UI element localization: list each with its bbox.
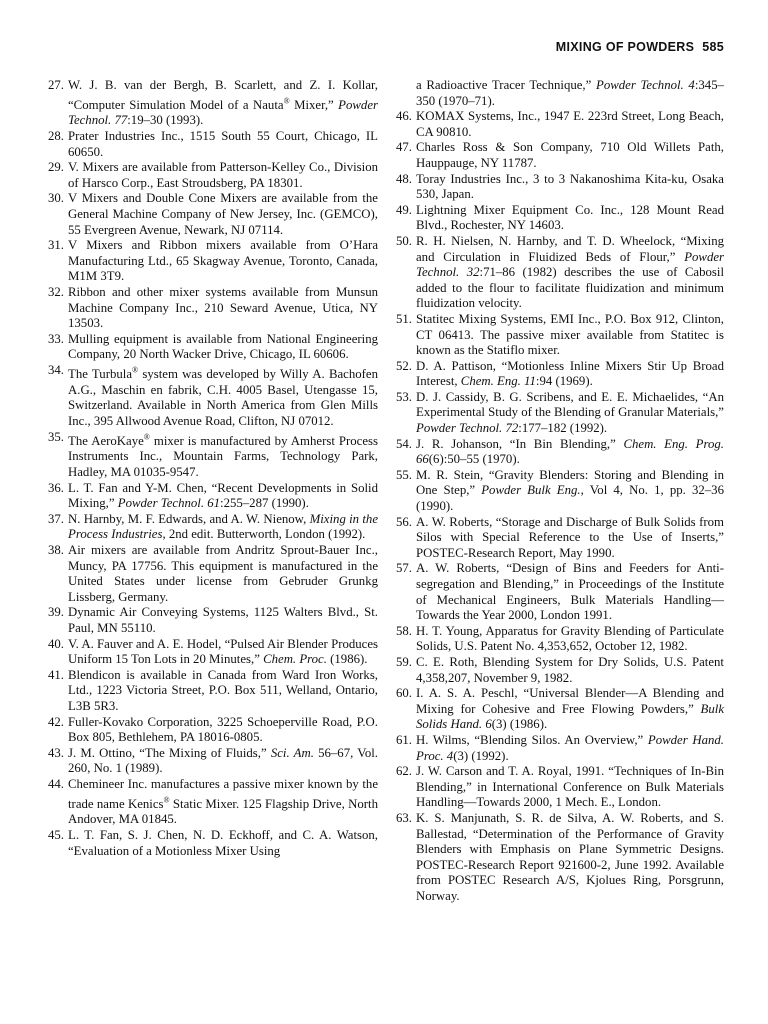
registered-mark: ® (163, 795, 170, 805)
references-left-column (42, 78, 378, 859)
reference-text (68, 746, 378, 776)
registered-mark: ® (132, 365, 139, 375)
reference-number: 36. (48, 480, 64, 495)
reference-item (42, 238, 378, 285)
reference-item (390, 468, 724, 515)
reference-text (68, 668, 378, 713)
citation-text: Dynamic Air Conveying Systems, 1125 Walters Blvd., St. Paul, MN 55110. (68, 605, 378, 635)
reference-number: 56. (396, 514, 412, 529)
reference-text (416, 468, 724, 513)
citation-text: , 2nd edit. Butterworth, London (1992). (162, 527, 366, 542)
reference-item (42, 828, 378, 859)
citation-text: (6):50–55 (1970). (428, 452, 520, 467)
reference-number: 40. (48, 636, 64, 651)
reference-text (68, 238, 378, 283)
reference-item (390, 561, 724, 623)
reference-number: 50. (396, 233, 412, 248)
citation-text: (3) (1986). (491, 717, 548, 732)
reference-number: 38. (48, 543, 64, 558)
citation-text: , Vol 4, No. 1, pp. 32–36 (1990). (416, 483, 724, 514)
citation-text: :255–287 (1990). (220, 496, 309, 511)
citation-italic: Mixing in the Process Industries (68, 511, 379, 542)
reference-text (416, 359, 724, 389)
reference-item (390, 515, 724, 562)
reference-item (42, 363, 378, 430)
reference-item (390, 203, 724, 234)
reference-number: 45. (48, 827, 64, 842)
reference-text (416, 437, 724, 467)
citation-text: V Mixers and Ribbon mixers available from O’Hara Manufacturing Ltd., 65 Skagway Avenue, Toronto, Canada, M1M 3T9. (68, 238, 378, 284)
citation-text: M. R. Stein, “Gravity Blenders: Storing and Blending in One Step,” (416, 467, 724, 498)
reference-number: 33. (48, 331, 64, 346)
registered-mark: ® (143, 432, 150, 442)
citation-text: Static Mixer. 125 Flagship Drive, North Andover, MA 01845. (68, 796, 378, 827)
reference-number: 35. (48, 429, 64, 444)
reference-text (68, 129, 378, 159)
reference-text (68, 367, 378, 428)
citation-text: a Radioactive Tracer Technique,” (416, 78, 596, 92)
reference-number: 32. (48, 284, 64, 299)
citation-text: A. W. Roberts, “Storage and Discharge of Bulk Solids from Silos with Special Reference to the Use of Inserts,” POSTEC-Research Report, May 1990. (416, 514, 724, 560)
citation-text: (3) (1992). (453, 748, 509, 763)
reference-text (68, 285, 378, 330)
reference-number: 59. (396, 654, 412, 669)
citation-text: system was developed by Willy A. Bachofen A.G., Maschin en fabrik, C.H. 4005 Basel, Utengasse 15, Switzerland. Available in North America from Glen Mills Inc., 395 Allwood Avenue Road, Clifton, NJ 07012. (68, 367, 378, 428)
reference-text (416, 811, 724, 903)
reference-number: 58. (396, 623, 412, 638)
citation-text: V. A. Fauver and A. E. Hodel, “Pulsed Air Blender Produces Uniform 15 Ton Lots in 20 Minutes,” (68, 636, 378, 667)
reference-item (42, 332, 378, 363)
reference-item (42, 285, 378, 332)
citation-italic: Powder Technol. 77 (68, 97, 378, 128)
citation-text: Statitec Mixing Systems, EMI Inc., P.O. Box 912, Clinton, CT 06413. The passive mixer available from Statitec is known as the Statiflo mixer. (416, 311, 724, 358)
reference-number: 41. (48, 667, 64, 682)
reference-text (416, 764, 724, 809)
chapter-title: MIXING OF POWDERS (555, 40, 695, 54)
reference-text (68, 637, 378, 667)
reference-item (390, 686, 724, 733)
citation-text: D. J. Cassidy, B. G. Scribens, and E. E. Michaelides, “An Experimental Study of the Blending of Granular Materials,” (416, 389, 724, 420)
citation-text: L. T. Fan and Y-M. Chen, “Recent Developments in Solid Mixing,” (68, 480, 378, 511)
page-number: 585 (702, 40, 724, 54)
reference-item (390, 172, 724, 203)
citation-text: Fuller-Kovako Corporation, 3225 Schoeperville Road, P.O. Box 805, Bethlehem, PA 18016-0805. (68, 714, 378, 745)
citation-text: Blendicon is available in Canada from Ward Iron Works, Ltd., 1223 Victoria Street, P.O. Box 511, Welland, Ontario, L3B 5R3. (68, 667, 378, 713)
reference-number: 30. (48, 191, 64, 206)
reference-text (416, 234, 724, 310)
reference-number: 34. (48, 362, 64, 377)
reference-text (68, 160, 378, 190)
reference-text (68, 543, 378, 604)
reference-item (42, 637, 378, 668)
citation-text: J. W. Carson and T. A. Royal, 1991. “Techniques of In-Bin Blending,” in International Conference on Bulk Materials Handling—Towards 2000, 1 Mech. E., London. (416, 764, 724, 810)
citation-text: J. R. Johanson, “In Bin Blending,” (416, 436, 624, 451)
reference-text (68, 777, 378, 826)
reference-number: 46. (396, 109, 412, 124)
reference-item (390, 359, 724, 390)
reference-text (416, 390, 724, 435)
citation-text: mixer is manufactured by Amherst Process Instruments Inc., Mountain Farms, Technology Park, Hadley, MA 01035-9547. (68, 433, 378, 480)
citation-italic: Bulk Solids Hand. 6 (416, 701, 724, 732)
reference-text (68, 828, 378, 858)
citation-text: :177–182 (1992). (518, 421, 608, 436)
reference-text (68, 512, 378, 542)
citation-text: Lightning Mixer Equipment Co. Inc., 128 Mount Read Blvd., Rochester, NY 14603. (416, 202, 724, 233)
reference-text (68, 78, 378, 127)
reference-text (416, 561, 724, 622)
reference-item (390, 624, 724, 655)
registered-mark: ® (283, 96, 290, 106)
reference-number: 62. (396, 764, 412, 779)
citation-italic: Chem. Eng. Prog. 66 (416, 436, 724, 467)
reference-item (390, 234, 724, 312)
reference-text (68, 481, 378, 511)
reference-item (42, 543, 378, 605)
reference-number: 43. (48, 745, 64, 760)
citation-text: Prater Industries Inc., 1515 South 55 Court, Chicago, IL 60650. (68, 129, 378, 159)
reference-item (390, 437, 724, 468)
citation-text: D. A. Pattison, “Motionless Inline Mixers Stir Up Broad Interest, (416, 358, 724, 389)
reference-item (42, 512, 378, 543)
reference-item (42, 481, 378, 512)
reference-item (390, 811, 724, 905)
reference-number: 63. (396, 810, 412, 825)
citation-text: H. T. Young, Apparatus for Gravity Blending of Particulate Solids, U.S. Patent No. 4,353,652, October 12, 1982. (416, 623, 724, 654)
reference-number: 31. (48, 238, 64, 253)
reference-item (42, 160, 378, 191)
reference-number: 49. (396, 202, 412, 217)
reference-number: 37. (48, 511, 64, 526)
citation-text: 56–67, Vol. 260, No. 1 (1989). (68, 745, 379, 776)
reference-number: 51. (396, 311, 412, 326)
citation-text: R. H. Nielsen, N. Harnby, and T. D. Wheelock, “Mixing and Circulation in Fluidized Beds of Flour,” (416, 233, 724, 264)
reference-number: 57. (396, 561, 412, 576)
reference-item (390, 655, 724, 686)
reference-number: 60. (396, 686, 412, 701)
reference-item (42, 605, 378, 636)
reference-text (416, 655, 724, 685)
reference-number: 48. (396, 171, 412, 186)
references-right-column (390, 78, 724, 904)
citation-text: The AeroKaye (68, 433, 144, 448)
reference-number: 54. (396, 436, 412, 451)
citation-text: H. Wilms, “Blending Silos. An Overview,” (416, 732, 648, 747)
citation-text: C. E. Roth, Blending System for Dry Solids, U.S. Patent 4,358,207, November 9, 1982. (416, 654, 724, 685)
citation-text: K. S. Manjunath, S. R. de Silva, A. W. Roberts, and S. Ballestad, “Determination of the Performance of Gravity Blenders with Emphasis on Plane Symmetric Designs. POSTEC-Research Report 921600-2, June 1992. Available from POSTEC Research A/S, Kjolues Ring, Porsgrunn, Norway. (416, 810, 724, 903)
reference-text (416, 140, 724, 170)
citation-text: V. Mixers are available from Patterson-Kelley Co., Division of Harsco Corp., East Stroudsberg, PA 18301. (68, 160, 378, 190)
citation-text: W. J. B. van der Bergh, B. Scarlett, and Z. I. Kollar, “Computer Simulation Model of a Nauta (68, 78, 378, 112)
citation-italic: Powder Technol. 72 (416, 421, 519, 436)
reference-number: 55. (396, 467, 412, 482)
citation-text: :345–350 (1970–71). (416, 78, 724, 108)
citation-text: The Turbula (68, 367, 132, 382)
citation-text: N. Harnby, M. F. Edwards, and A. W. Nienow, (68, 511, 310, 526)
citation-text: I. A. S. A. Peschl, “Universal Blender—A Blending and Mixing for Cohesive and Free Flowing Powders,” (416, 686, 724, 716)
reference-item (42, 191, 378, 238)
reference-item (42, 78, 378, 129)
reference-number: 47. (396, 140, 412, 155)
reference-text (416, 515, 724, 560)
citation-text: Charles Ross & Son Company, 710 Old Willets Path, Hauppauge, NY 11787. (416, 140, 724, 170)
reference-text (416, 624, 724, 654)
reference-item (42, 746, 378, 777)
citation-italic: Powder Technol. 61 (117, 496, 221, 511)
running-head (556, 40, 724, 54)
citation-italic: Sci. Am. (270, 745, 314, 760)
reference-number: 44. (48, 776, 64, 791)
citation-text: :94 (1969). (535, 374, 593, 389)
citation-text: Mulling equipment is available from National Engineering Company, 20 North Wacker Drive, Chicago, IL 60606. (68, 331, 378, 362)
citation-italic: Powder Bulk Eng. (481, 483, 581, 498)
citation-italic: Powder Hand. Proc. 4 (416, 732, 724, 763)
reference-text (416, 172, 724, 202)
citation-italic: Chem. Proc. (263, 652, 327, 667)
reference-45-continuation (390, 78, 724, 109)
citation-text: (1986). (326, 652, 368, 667)
reference-number: 28. (48, 129, 64, 144)
reference-text (68, 434, 378, 479)
citation-italic: Chem. Eng. 11 (460, 374, 536, 389)
citation-text: :19–30 (1993). (127, 113, 204, 128)
citation-text: Air mixers are available from Andritz Sprout-Bauer Inc., Muncy, PA 17756. This equipment is manufactured in the United States under license from Gebruder Grunkg Lissberg, Germany. (68, 543, 378, 604)
reference-number: 29. (48, 160, 64, 175)
reference-text (416, 109, 724, 139)
reference-item (390, 733, 724, 764)
citation-text: A. W. Roberts, “Design of Bins and Feeders for Anti-segregation and Blending,” in Proceedings of the Institute of Mechanical Engineers, Bulk Materials Handling—Towards the Year 2000, London 1991. (416, 561, 724, 623)
citation-italic: Powder Technol. 32 (416, 249, 724, 280)
citation-text: Mixer,” (289, 97, 339, 112)
reference-number: 39. (48, 605, 64, 620)
citation-italic: Powder Technol. 4 (596, 78, 695, 92)
reference-item (390, 764, 724, 811)
citation-text: Chemineer Inc. manufactures a passive mixer known by the trade name Kenics (68, 776, 378, 811)
reference-item (390, 390, 724, 437)
reference-number: 61. (396, 732, 412, 747)
reference-item (42, 430, 378, 481)
citation-text: V Mixers and Double Cone Mixers are available from the General Machine Company of New Jersey, Inc. (GEMCO), 55 Evergreen Avenue, Newark, NJ 07114. (68, 191, 378, 237)
reference-text (416, 312, 724, 357)
reference-number: 52. (396, 358, 412, 373)
citation-text: :71–86 (1982) describes the use of Cabosil added to the flour to facilitate fluidization and minimum fluidization velocity. (416, 265, 724, 311)
reference-number: 53. (396, 389, 412, 404)
reference-number: 27. (48, 78, 64, 92)
reference-item (390, 109, 724, 140)
reference-item (42, 668, 378, 715)
reference-text (68, 605, 378, 635)
reference-item (42, 715, 378, 746)
citation-text: J. M. Ottino, “The Mixing of Fluids,” (68, 745, 271, 760)
reference-number: 42. (48, 714, 64, 729)
reference-text (68, 191, 378, 236)
reference-text (416, 733, 724, 763)
citation-text: Ribbon and other mixer systems available from Munsun Machine Company Inc., 210 Seward Avenue, Utica, NY 13503. (68, 284, 378, 331)
reference-text (68, 715, 378, 745)
reference-item (42, 129, 378, 160)
reference-item (390, 312, 724, 359)
reference-item (390, 140, 724, 171)
reference-item (42, 777, 378, 828)
reference-text (416, 686, 724, 731)
citation-text: L. T. Fan, S. J. Chen, N. D. Eckhoff, and C. A. Watson, “Evaluation of a Motionless Mixer Using (68, 827, 378, 858)
reference-text (416, 203, 724, 233)
citation-text: KOMAX Systems, Inc., 1947 E. 223rd Street, Long Beach, CA 90810. (416, 109, 724, 139)
citation-text: Toray Industries Inc., 3 to 3 Nakanoshima Kita-ku, Osaka 530, Japan. (416, 171, 724, 202)
reference-text (68, 332, 378, 362)
